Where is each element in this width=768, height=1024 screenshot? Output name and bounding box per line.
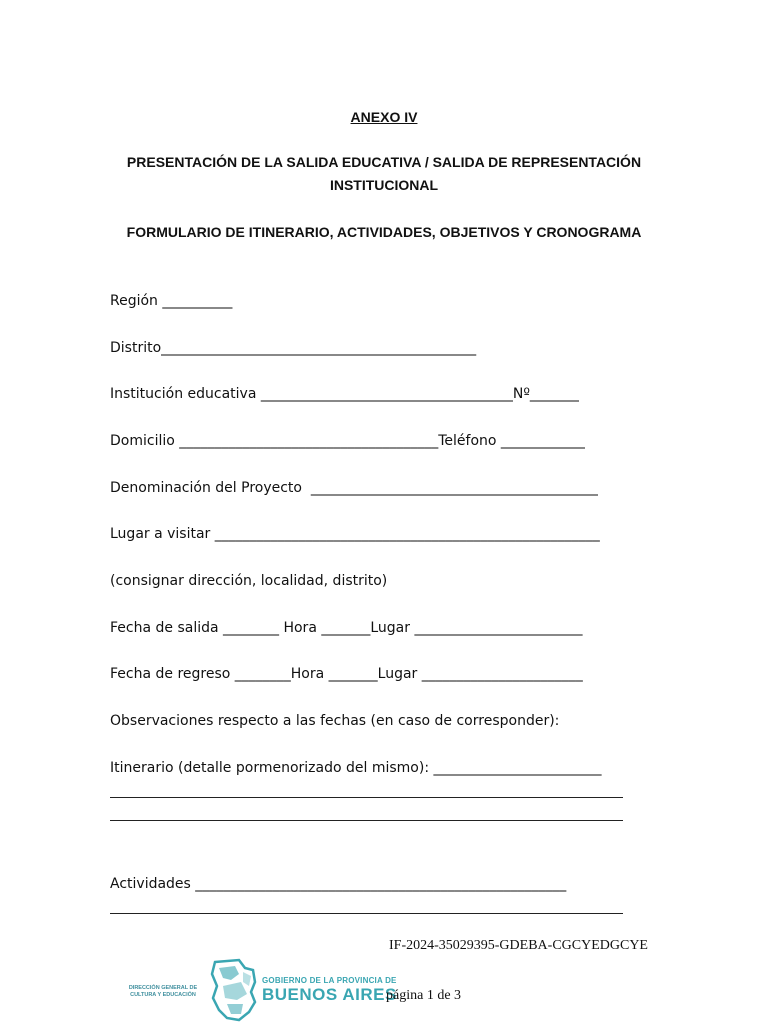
dgce-logo-text: DIRECCIÓN GENERAL DE CULTURA Y EDUCACIÓN bbox=[128, 985, 198, 998]
field-institucion: Institución educativa ____________________________________Nº_______ bbox=[110, 386, 579, 402]
logo-gobierno-label: GOBIERNO DE LA PROVINCIA DE bbox=[262, 976, 397, 985]
presentation-title: PRESENTACIÓN DE LA SALIDA EDUCATIVA / SALIDA DE REPRESENTACIÓN INSTITUCIONAL bbox=[126, 154, 642, 193]
field-fecha-salida: Fecha de salida ________ Hora _______Lugar ________________________ bbox=[110, 620, 583, 636]
field-denominacion: Denominación del Proyecto _________________________________________ bbox=[110, 480, 598, 496]
field-domicilio: Domicilio _____________________________________Teléfono ____________ bbox=[110, 433, 585, 449]
buenos-aires-map-icon bbox=[209, 958, 259, 1022]
itinerario-line-2 bbox=[110, 820, 623, 821]
field-lugar-visitar: Lugar a visitar _______________________________________________________ bbox=[110, 526, 600, 542]
logo-buenos-aires-label: BUENOS AIRES bbox=[262, 985, 397, 1004]
field-consignar-note: (consignar dirección, localidad, distrito) bbox=[110, 573, 388, 589]
document-id: IF-2024-35029395-GDEBA-CGCYEDGCYE bbox=[389, 938, 648, 953]
actividades-line-1 bbox=[110, 913, 623, 914]
field-itinerario: Itinerario (detalle pormenorizado del mismo): ________________________ bbox=[110, 760, 602, 776]
field-actividades: Actividades _____________________________________________________ bbox=[110, 876, 567, 892]
field-distrito: Distrito_____________________________________________ bbox=[110, 340, 477, 356]
field-fecha-regreso: Fecha de regreso ________Hora _______Lugar _______________________ bbox=[110, 666, 583, 682]
form-title: FORMULARIO DE ITINERARIO, ACTIVIDADES, OBJETIVOS Y CRONOGRAMA bbox=[126, 224, 642, 240]
annex-title: ANEXO IV bbox=[350, 109, 418, 125]
itinerario-line-1 bbox=[110, 797, 623, 798]
field-region: Región __________ bbox=[110, 293, 233, 309]
page-number: página 1 de 3 bbox=[386, 988, 462, 1003]
gobierno-buenos-aires-logo bbox=[262, 976, 397, 1004]
field-observaciones: Observaciones respecto a las fechas (en caso de corresponder): bbox=[110, 713, 560, 729]
